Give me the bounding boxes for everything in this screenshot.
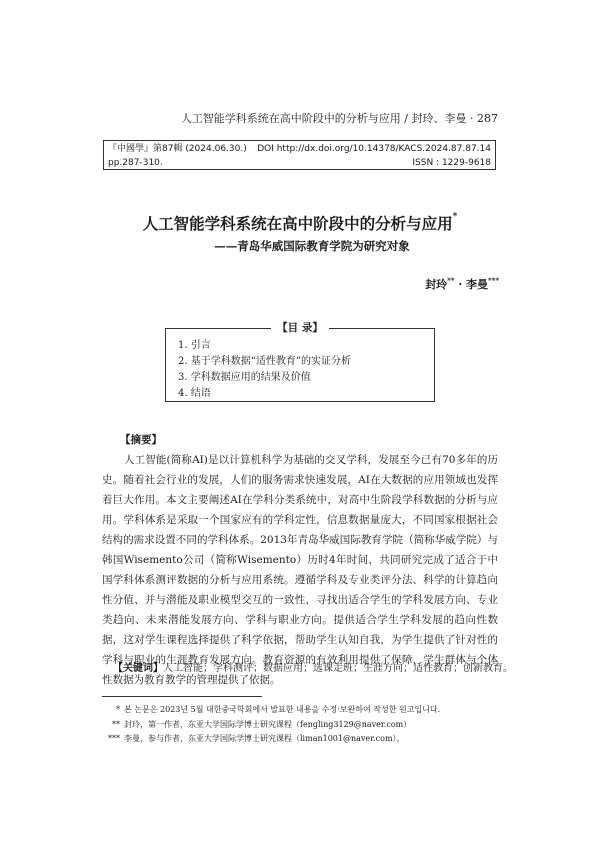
- authors: [425, 276, 499, 292]
- footnote: [102, 718, 502, 733]
- keywords: [113, 659, 513, 674]
- footnote-text: 李曼，参与作者，东亚大学国际学博士研究课程（liman1001@naver.com）。: [124, 734, 405, 743]
- abstract-body: 人工智能(简称AI)是以计算机科学为基础的交叉学科，发展至今已有70多年的历史。随着社会行业的发展，人们的服务需求快速发展，AI在大数据的应用领域也发挥着巨大作用。本文主要阐述AI在学科分类系统中，对高中生阶段学科数据的分析与应用。学科体系是采取一个国家应有的学科定性，信息数据量庞大，不同国家根据社会结构的需求设置不同的学科体系。2013年青岛华威国际教育学院（简称华威学院）与韩国Wisemento公司（简称Wisemento）历时4年时间，共同研究完成了适合于中国学科体系测评数据的分析与应用系统。遵循学科及专业类评分法、科学的计算趋向性分值、并与潜能及职业模型交互的一致性，寻找出适合学生的学科发展方向、专业类趋向、未来潜能发展方向、学科与职业方向。提供适合学生学科发展的趋向性数据，这对学生课程选择提供了科学依据，帮助学生认知自我，为学生提供了针对性的学科与职业的生涯教育发展方向。教育资源的有效利用提供了保障，学生群体与个体性数据为教育教学的管理提供了依据。: [102, 454, 498, 686]
- footnote: [102, 732, 502, 747]
- journal-citation: 『中國學』第87輯 (2024.06.30.): [108, 144, 247, 154]
- author-footnote-mark[interactable]: ***: [488, 276, 499, 285]
- journal-info-box: [103, 140, 496, 170]
- table-of-contents: [165, 322, 435, 402]
- title-footnote-mark[interactable]: *: [452, 212, 458, 222]
- footnote-mark: **: [112, 719, 120, 729]
- abstract: [102, 430, 498, 690]
- footnote-divider: [102, 696, 262, 697]
- paper-title: [0, 212, 600, 234]
- footnote: [102, 703, 502, 718]
- footnotes: [102, 703, 502, 747]
- footnote-text: 본 논문은 2023년 5월 대한중국학회에서 발표한 내용을 수정·보완하여 작성한 원고입니다.: [124, 705, 441, 714]
- journal-pages: pp.287-310.: [108, 158, 163, 168]
- toc-item[interactable]: 3. 学科数据应用的结果及价值: [178, 372, 311, 383]
- toc-heading: 【目 录】: [166, 320, 434, 335]
- toc-item[interactable]: 2. 基于学科数据“适性教育”的实证分析: [178, 356, 351, 367]
- author-name: 李曼: [466, 278, 489, 291]
- footnote-mark: *: [116, 705, 120, 714]
- keywords-text: 人工智能；学科测评；数据应用；选课走班；生涯方向；适性教育；创新教育。: [163, 663, 513, 674]
- footnote-mark: ***: [108, 734, 120, 743]
- running-head: 人工智能学科系统在高中阶段中的分析与应用 / 封玲、李曼 · 287: [180, 112, 498, 125]
- abstract-heading: 【摘要】: [120, 434, 162, 446]
- toc-item[interactable]: 4. 结语: [178, 388, 211, 399]
- author-separator: ·: [454, 278, 467, 291]
- journal-doi[interactable]: DOI http://dx.doi.org/10.14378/KACS.2024.87.87.14: [257, 144, 491, 154]
- paper-subtitle: ——青岛华威国际教育学院为研究对象: [214, 239, 410, 253]
- footnote-text: 封玲，第一作者，东亚大学国际学博士研究课程（fengling3129@naver.com）: [124, 719, 412, 729]
- author-name: 封玲: [425, 278, 448, 291]
- paper-title-text: 人工智能学科系统在高中阶段中的分析与应用: [142, 214, 453, 233]
- journal-issn: ISSN : 1229-9618: [412, 158, 491, 168]
- toc-item[interactable]: 1. 引言: [178, 340, 211, 351]
- author-footnote-mark[interactable]: **: [447, 276, 455, 285]
- keywords-label: 【关键词】: [113, 663, 163, 674]
